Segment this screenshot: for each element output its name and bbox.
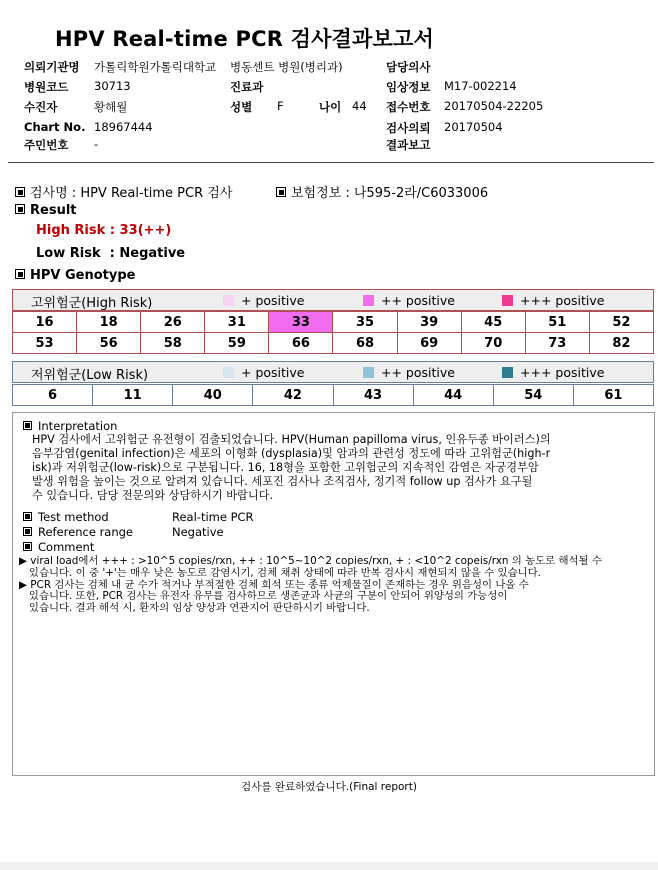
reference-range-value: Negative [172,525,224,539]
test-name-line: 검사명 : HPV Real-time PCR 검사 [15,182,232,201]
table-row [13,385,654,406]
sex-value: F [277,99,284,113]
genotype-cell: 54 [493,385,573,406]
legend-swatch [363,367,374,378]
genotype-cell: 69 [397,333,461,354]
header-divider [8,162,654,163]
legend-swatch [363,295,374,306]
genotype-cell: 44 [413,385,493,406]
high-risk-header [12,289,654,311]
final-report-status: 검사를 완료하였습니다.(Final report) [241,781,417,793]
section-bullet-icon [23,527,32,536]
legend-swatch [223,367,234,378]
result-heading: Result [15,203,77,218]
sex-label: 성별 [230,100,253,114]
section-bullet-icon [276,187,286,197]
legend-plus: + positive [223,293,304,308]
genotype-cell: 61 [573,385,653,406]
legend-swatch [502,295,513,306]
patient-value: 황해월 [94,100,128,114]
legend-plus-plus: ++ positive [363,365,455,380]
low-risk-header [12,361,654,383]
high-risk-result: High Risk : 33(++) [36,223,172,238]
comment-label: Comment [23,540,94,554]
legend-plus-plus: ++ positive [363,293,455,308]
report-title: HPV Real-time PCR 검사결과보고서 [55,27,434,51]
genotype-cell: 53 [13,333,77,354]
genotype-cell: 16 [13,312,77,333]
section-bullet-icon [23,542,32,551]
low-risk-result: Low Risk : Negative [36,246,186,261]
genotype-cell: 66 [269,333,333,354]
table-row [13,312,654,333]
low-risk-label: 저위험군(Low Risk) [31,368,149,383]
insurance-line: 보험정보 : 나595-2라/C6033006 [276,182,488,201]
genotype-cell: 40 [173,385,253,406]
doctor-label: 담당의사 [386,60,431,74]
low-risk-table [12,384,654,406]
genotype-heading: HPV Genotype [15,268,135,283]
institution-label: 의뢰기관명 [24,60,80,74]
age-value: 44 [352,99,367,113]
test-method-label: Test method [23,510,109,524]
genotype-cell: 59 [205,333,269,354]
genotype-cell: 82 [589,333,653,354]
section-bullet-icon [23,421,32,430]
high-risk-table [12,311,654,354]
genotype-cell: 70 [461,333,525,354]
resident-no-label: 주민번호 [24,138,69,152]
chart-no-value: 18967444 [94,120,153,134]
legend-plus-plus-plus: +++ positive [502,365,604,380]
patient-label: 수진자 [24,100,58,114]
genotype-cell: 18 [77,312,141,333]
section-bullet-icon [15,204,25,214]
genotype-cell: 73 [525,333,589,354]
genotype-cell: 31 [205,312,269,333]
receipt-no-label: 접수번호 [386,100,431,114]
interpretation-box [12,412,655,776]
section-bullet-icon [23,512,32,521]
legend-swatch [502,367,513,378]
reference-range-label: Reference range [23,525,133,539]
section-bullet-icon [15,187,25,197]
request-date-value: 20170504 [444,120,503,134]
genotype-cell: 68 [333,333,397,354]
receipt-no-value: 20170504-22205 [444,99,544,113]
genotype-cell: 26 [141,312,205,333]
genotype-cell: 6 [13,385,93,406]
interpretation-text: HPV 검사에서 고위험군 유전형이 검출되었습니다. HPV(Human papilloma virus, 인유두종 바이러스)의 음부감염(genital infection)은 세포의 이형화 (dysplasia)및 암과의 관련성 정도에 따라 고위험군(high-r isk)과 저위험군(low-risk)으로 구분됩니다. 16, 18형을 포함한 고위험군의 지속적인 감염은 자궁경부암 발생 위험을 높이는 것으로 알려져 있습니다. 세포진 검사나 조직검사, 정기적 follow up 검사가 요구될 수 있습니다. 담당 전문의와 상담하시기 바랍니다. [32,433,551,502]
ward-value: 병동센트 병원(병리과) [230,60,343,74]
clinical-info-label: 임상정보 [386,80,431,94]
table-row [13,333,654,354]
legend-swatch [223,295,234,306]
age-label: 나이 [319,100,342,114]
chart-no-label: Chart No. [24,120,86,134]
high-risk-label: 고위험군(High Risk) [31,296,153,311]
institution-value: 가톨릭학원가톨릭대학교 [94,60,217,74]
genotype-cell: 52 [589,312,653,333]
interpretation-heading: Interpretation [23,419,117,433]
resident-no-value: - [94,137,99,151]
genotype-cell: 42 [253,385,333,406]
comment-text: ▶ viral load에서 +++ : >10^5 copies/rxn, ++ : 10^5~10^2 copies/rxn, + : <10^2 copeis/rxn 의 농도로 해석될 수 있습니다. 이 중 '+'는 매우 낮은 농도로 감염시기, 검체 채취 상태에 따라 반복 검사시 재현되지 않을 수 있습니다. ▶ PCR 검사는 검체 내 균 수가 적거나 부적절한 검체 희석 또는 종류 억제물질이 존재하는 경우 위음성이 나올 수 있습니다. 또한, PCR 검사는 유전자 유무를 검사하므로 생존균과 사균의 구분이 안되어 위양성의 가능성이 있습니다. 결과 해석 시, 환자의 임상 양상과 연관지어 판단하시기 바랍니다. [19,555,602,615]
genotype-cell: 56 [77,333,141,354]
hospital-code-label: 병원코드 [24,80,69,94]
request-date-label: 검사의뢰 [386,121,431,135]
genotype-cell: 51 [525,312,589,333]
genotype-cell: 45 [461,312,525,333]
legend-plus: + positive [223,365,304,380]
result-report-label: 결과보고 [386,138,431,152]
legend-plus-plus-plus: +++ positive [502,293,604,308]
dept-label: 진료과 [230,80,264,94]
genotype-cell: 11 [93,385,173,406]
clinical-info-value: M17-002214 [444,79,517,93]
genotype-cell: 35 [333,312,397,333]
genotype-cell: 43 [333,385,413,406]
genotype-cell: 33 [269,312,333,333]
genotype-cell: 58 [141,333,205,354]
hospital-code-value: 30713 [94,79,131,93]
section-bullet-icon [15,269,25,279]
test-method-value: Real-time PCR [172,510,254,524]
genotype-cell: 39 [397,312,461,333]
